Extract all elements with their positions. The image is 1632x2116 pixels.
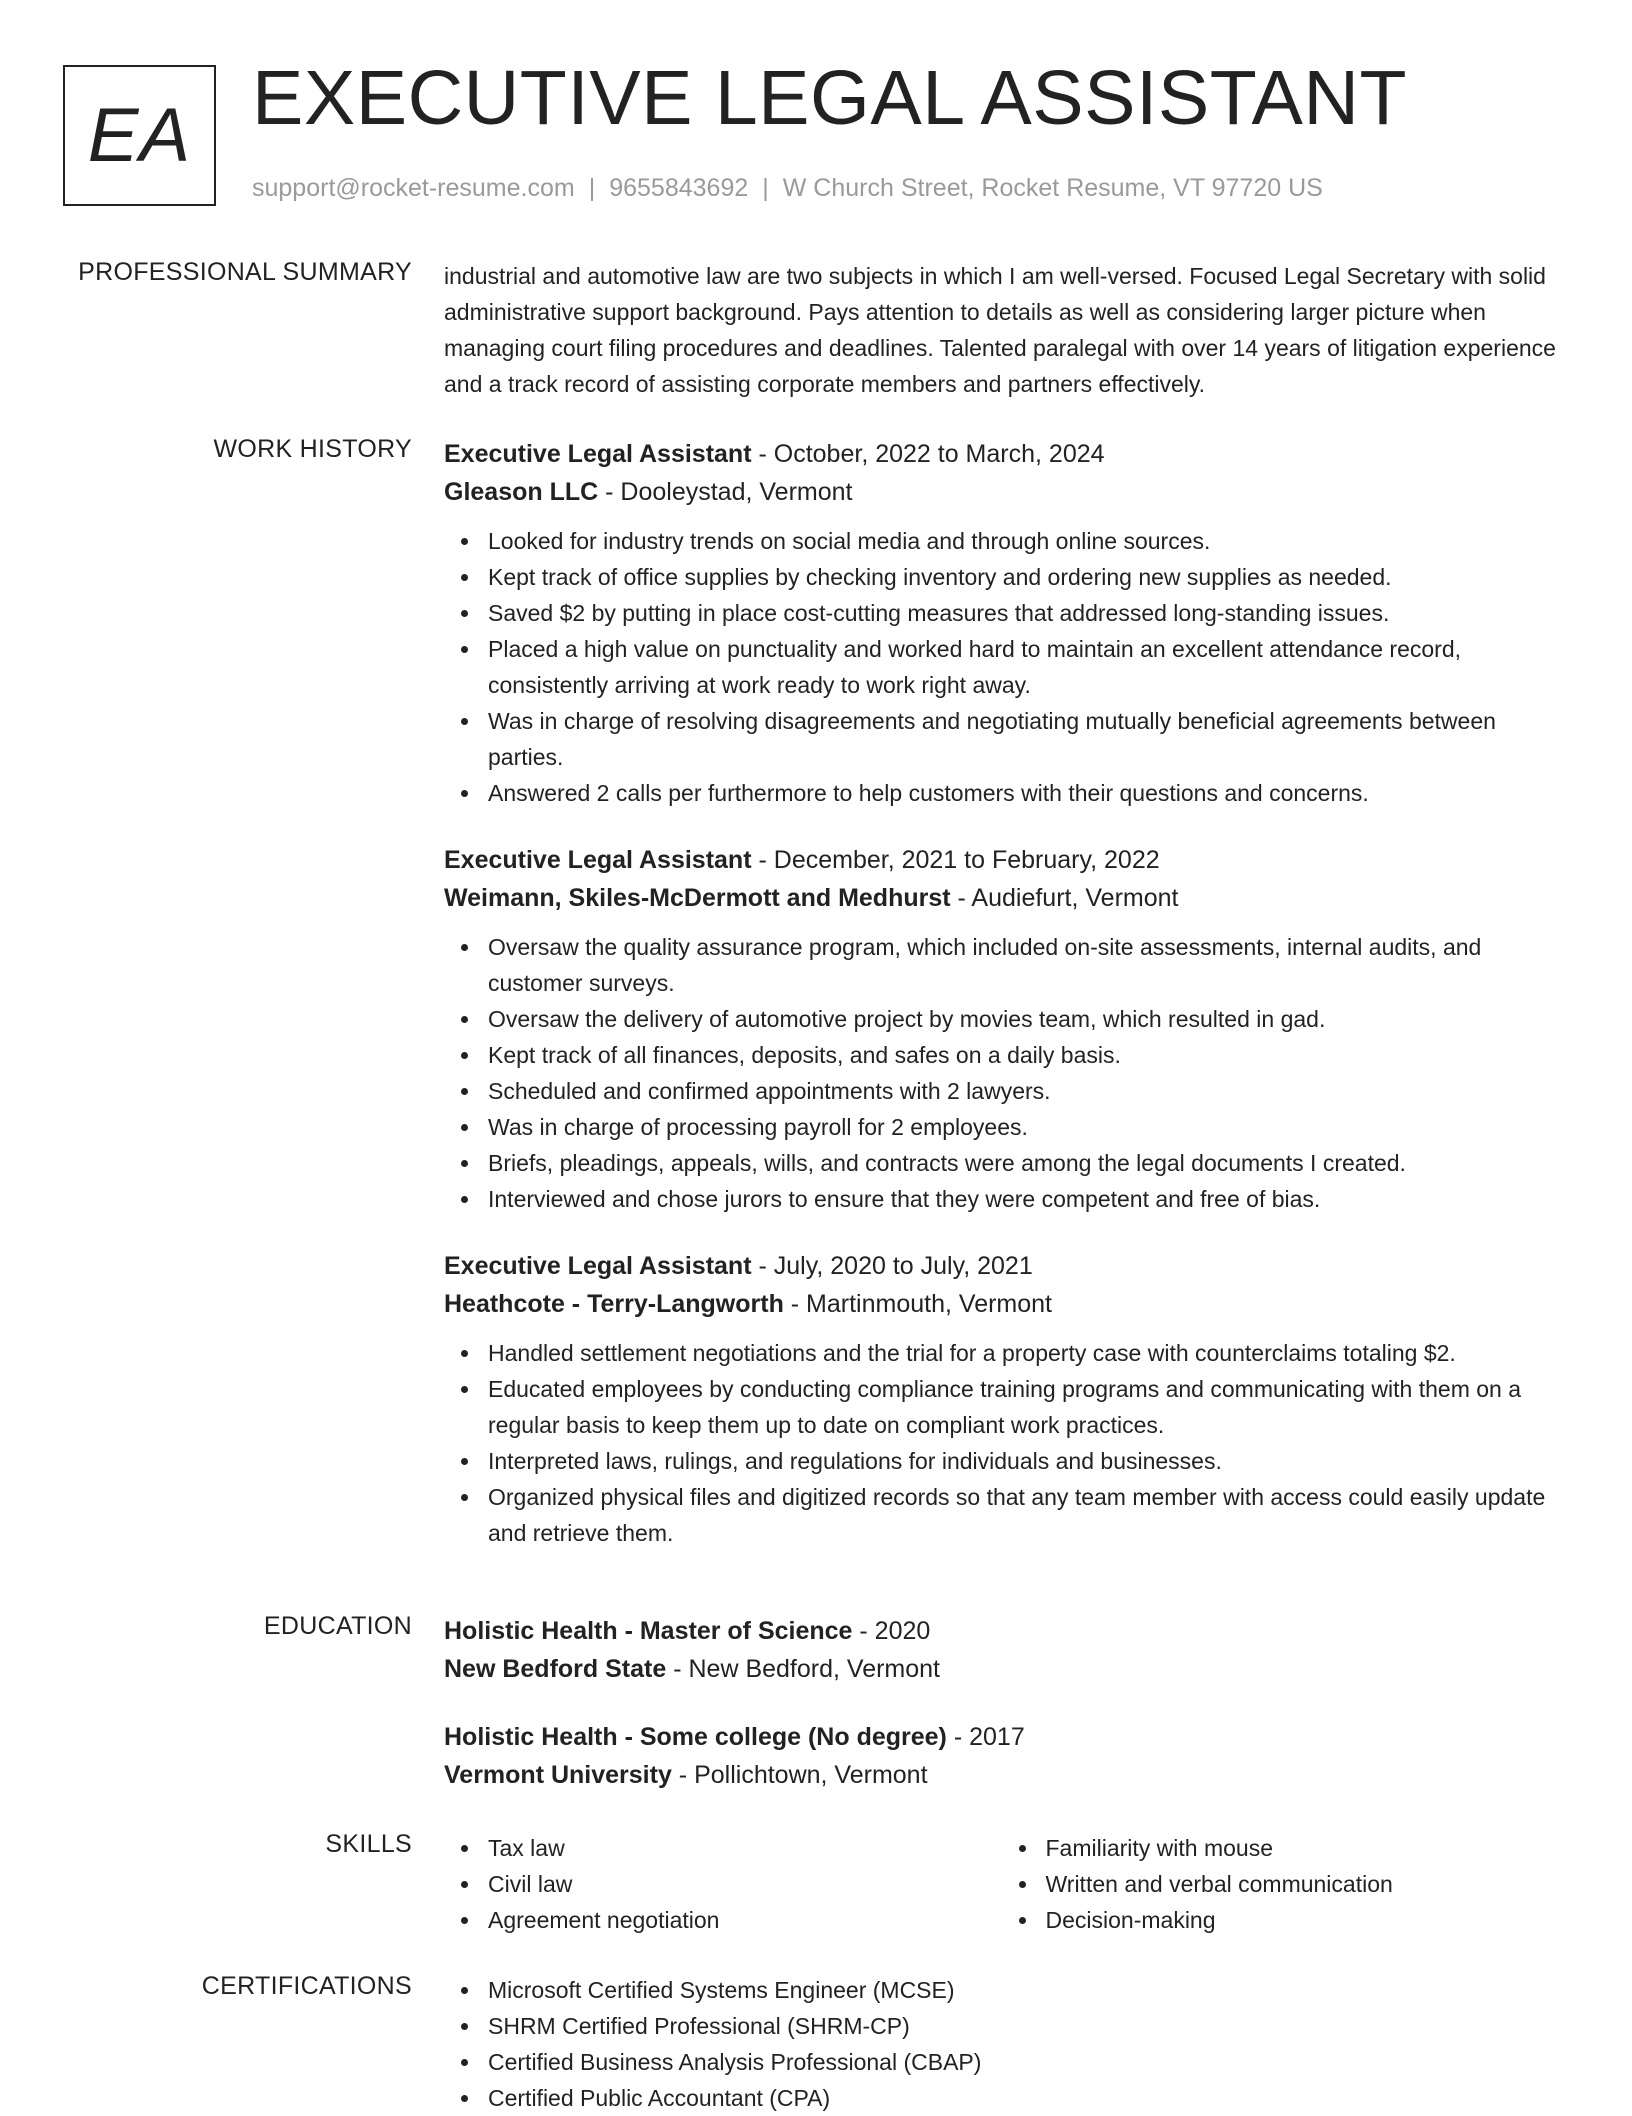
job-entry xyxy=(444,435,1559,811)
skill-item: Written and verbal communication xyxy=(1046,1866,1560,1902)
job-bullet: Was in charge of processing payroll for 2 employees. xyxy=(488,1109,1559,1145)
job-title: Executive Legal Assistant xyxy=(444,846,752,874)
degree-line xyxy=(444,1612,1559,1650)
job-dates: - December, 2021 to February, 2022 xyxy=(751,846,1160,874)
school-line xyxy=(444,1756,1559,1794)
initials-text: EA xyxy=(87,93,192,178)
education-entry xyxy=(444,1612,1559,1688)
job-bullet: Interviewed and chose jurors to ensure that they were competent and free of bias. xyxy=(488,1181,1559,1217)
contact-separator: | xyxy=(588,174,596,202)
section-label-skills: SKILLS xyxy=(325,1830,412,1858)
job-bullet: Saved $2 by putting in place cost-cutting measures that addressed long-standing issues. xyxy=(488,595,1559,631)
skill-item: Tax law xyxy=(488,1830,1002,1866)
job-bullet: Answered 2 calls per furthermore to help customers with their questions and concerns. xyxy=(488,775,1559,811)
skill-item: Agreement negotiation xyxy=(488,1902,1002,1938)
school: New Bedford State xyxy=(444,1655,667,1683)
job-title: Executive Legal Assistant xyxy=(444,1252,752,1280)
job-entry xyxy=(444,841,1559,1217)
job-bullet: Handled settlement negotiations and the trial for a property case with counterclaims totaling $2. xyxy=(488,1335,1559,1371)
skill-item: Familiarity with mouse xyxy=(1046,1830,1560,1866)
job-bullet: Briefs, pleadings, appeals, wills, and contracts were among the legal documents I created. xyxy=(488,1145,1559,1181)
section-label-certifications: CERTIFICATIONS xyxy=(201,1972,412,2000)
job-location: - Audiefurt, Vermont xyxy=(950,884,1179,912)
school-line xyxy=(444,1650,1559,1688)
job-company-line xyxy=(444,879,1559,917)
job-bullet: Kept track of office supplies by checking inventory and ordering new supplies as needed. xyxy=(488,559,1559,595)
job-entry xyxy=(444,1247,1559,1551)
job-bullet: Interpreted laws, rulings, and regulations for individuals and businesses. xyxy=(488,1443,1559,1479)
education-entry xyxy=(444,1718,1559,1794)
job-title: Executive Legal Assistant xyxy=(444,440,752,468)
degree-year: - 2017 xyxy=(946,1723,1025,1751)
certifications-list xyxy=(444,1972,1559,2116)
degree: Holistic Health - Master of Science xyxy=(444,1617,853,1645)
certification-item: Microsoft Certified Systems Engineer (MCSE) xyxy=(488,1972,1559,2008)
job-bullet: Oversaw the delivery of automotive project by movies team, which resulted in gad. xyxy=(488,1001,1559,1037)
school-location: - New Bedford, Vermont xyxy=(666,1655,940,1683)
contact-email: support@rocket-resume.com xyxy=(252,174,575,202)
job-company-line xyxy=(444,473,1559,511)
job-bullets xyxy=(444,929,1559,1217)
section-label-work-history: WORK HISTORY xyxy=(213,435,412,463)
job-bullets xyxy=(444,1335,1559,1551)
job-bullets xyxy=(444,523,1559,811)
degree-year: - 2020 xyxy=(852,1617,931,1645)
contact-address: W Church Street, Rocket Resume, VT 97720 US xyxy=(782,174,1323,202)
skills-column-left xyxy=(444,1830,1002,1938)
job-bullet: Scheduled and confirmed appointments with 2 lawyers. xyxy=(488,1073,1559,1109)
job-dates: - July, 2020 to July, 2021 xyxy=(751,1252,1033,1280)
skills-column-right xyxy=(1002,1830,1560,1938)
degree: Holistic Health - Some college (No degree) xyxy=(444,1723,947,1751)
job-company: Heathcote - Terry-Langworth xyxy=(444,1290,784,1318)
job-company: Weimann, Skiles-McDermott and Medhurst xyxy=(444,884,951,912)
initials-monogram xyxy=(63,65,216,206)
job-title-line xyxy=(444,841,1559,879)
summary-text: industrial and automotive law are two subjects in which I am well-versed. Focused Legal Secretary with solid administrative support background. Pays attention to details as well as considering larger picture when managing court filing procedures and deadlines. Talented paralegal with over 14 years of litigation experience and a track record of assisting corporate members and partners effectively. xyxy=(444,263,1556,397)
job-dates: - October, 2022 to March, 2024 xyxy=(751,440,1105,468)
skill-item: Civil law xyxy=(488,1866,1002,1902)
certification-item: SHRM Certified Professional (SHRM-CP) xyxy=(488,2008,1559,2044)
job-bullet: Looked for industry trends on social media and through online sources. xyxy=(488,523,1559,559)
degree-line xyxy=(444,1718,1559,1756)
job-company: Gleason LLC xyxy=(444,478,599,506)
contact-phone: 9655843692 xyxy=(609,174,749,202)
contact-line xyxy=(252,174,1323,203)
section-label-summary: PROFESSIONAL SUMMARY xyxy=(78,258,412,286)
job-title-line xyxy=(444,1247,1559,1285)
section-label-education: EDUCATION xyxy=(263,1612,412,1640)
contact-separator: | xyxy=(762,174,769,202)
school: Vermont University xyxy=(444,1761,672,1789)
job-bullet: Was in charge of resolving disagreements and negotiating mutually beneficial agreements between parties. xyxy=(488,703,1559,775)
certification-item: Certified Business Analysis Professional (CBAP) xyxy=(488,2044,1559,2080)
skill-item: Decision-making xyxy=(1046,1902,1560,1938)
job-location: - Martinmouth, Vermont xyxy=(783,1290,1052,1318)
job-location: - Dooleystad, Vermont xyxy=(598,478,853,506)
resume-title: EXECUTIVE LEGAL ASSISTANT xyxy=(252,55,1408,141)
job-title-line xyxy=(444,435,1559,473)
skills-grid xyxy=(444,1830,1559,1938)
job-company-line xyxy=(444,1285,1559,1323)
job-bullet: Organized physical files and digitized records so that any team member with access could easily update and retrieve them. xyxy=(488,1479,1559,1551)
job-bullet: Kept track of all finances, deposits, and safes on a daily basis. xyxy=(488,1037,1559,1073)
certification-item: Certified Public Accountant (CPA) xyxy=(488,2080,1559,2116)
school-location: - Pollichtown, Vermont xyxy=(671,1761,928,1789)
job-bullet: Placed a high value on punctuality and worked hard to maintain an excellent attendance record, consistently arriving at work ready to work right away. xyxy=(488,631,1559,703)
job-bullet: Educated employees by conducting compliance training programs and communicating with them on a regular basis to keep them up to date on compliant work practices. xyxy=(488,1371,1559,1443)
job-bullet: Oversaw the quality assurance program, which included on-site assessments, internal audits, and customer surveys. xyxy=(488,929,1559,1001)
